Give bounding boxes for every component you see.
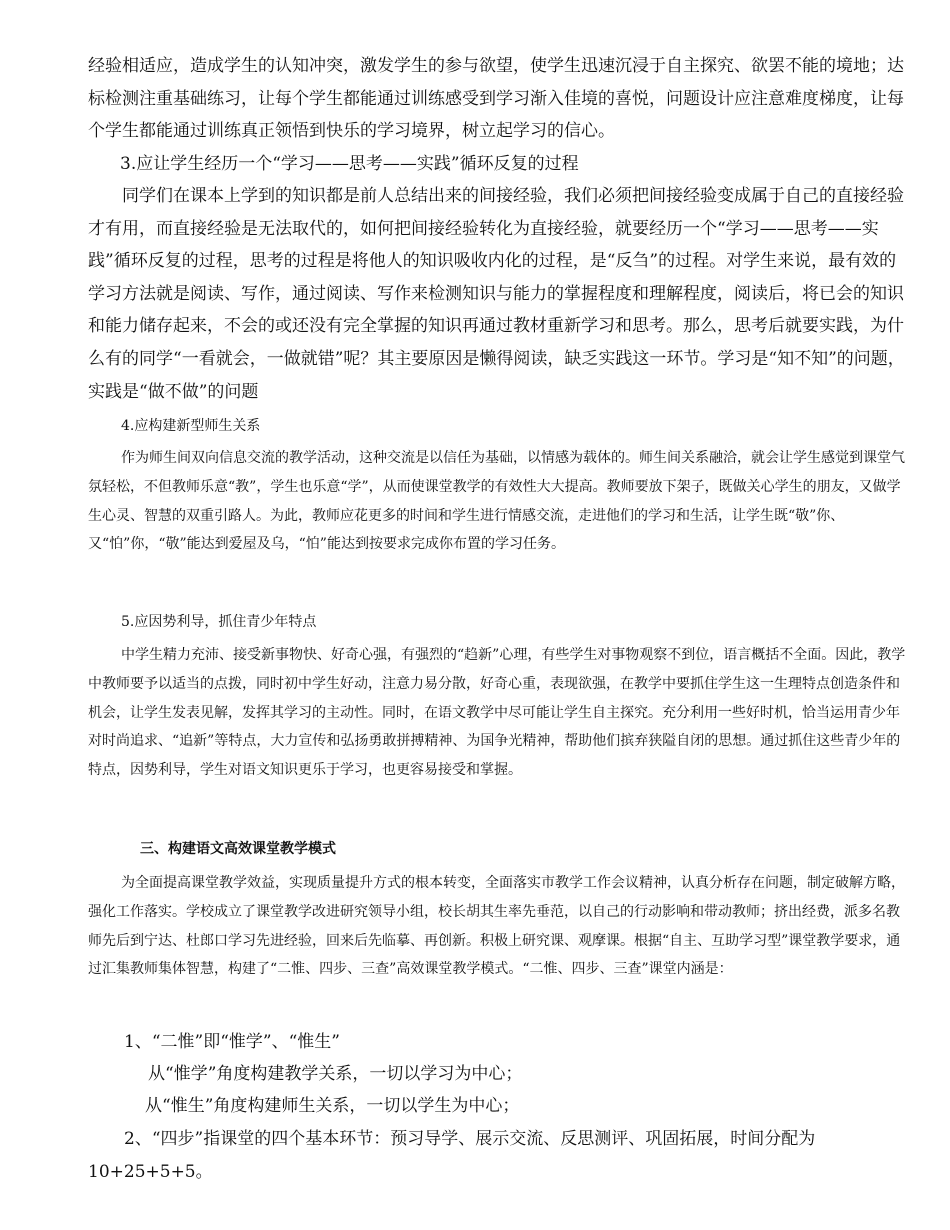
heading-point-4: 4.应构建新型师生关系 [121, 418, 261, 434]
paragraph-point-3: 同学们在课本上学到的知识都是前人总结出来的间接经验，我们必须把间接经验变成属于自己的直接经验才有用，而直接经验是无法取代的，如何把间接经验转化为直接经验，就要经历一个“学习——思考——实践”循环反复的过程，思考的过程是将他人的知识吸收内化的过程，是“反刍”的过程。对学生来说，最有效的学习方法就是阅读、写作，通过阅读、写作来检测知识与能力的掌握程度和理解程度，阅读后，将已会的知识和能力储存起来，不会的或还没有完全掌握的知识再通过教材重新学习和思考。那么，思考后就要实践，为什么有的同学“一看就会，一做就错”呢？其主要原因是懒得阅读，缺乏实践这一环节。学习是“知不知”的问题，实践是“做不做”的问题 [88, 186, 905, 402]
paragraph-point-5: 中学生精力充沛、接受新事物快、好奇心强，有强烈的“趋新”心理，有些学生对事物观察不到位，语言概括不全面。因此，教学中教师要予以适当的点拨，同时初中学生好动，注意力易分散，好奇心重，表现欲强，在教学中要抓住学生这一生理特点创造条件和机会，让学生发表见解，发挥其学习的主动性。同时，在语文教学中尽可能让学生自主探究。充分利用一些好时机，恰当运用青少年对时尚追求、“追新”等特点，大力宣传和弘扬勇敢拼搏精神、为国争光精神，帮助他们摈弃狭隘自闭的思想。通过抓住这些青少年的特点，因势利导，学生对语文知识更乐于学习，也更容易接受和掌握。 [88, 647, 906, 779]
heading-point-5: 5.应因势利导，抓住青少年特点 [121, 614, 317, 630]
list-item-1: 1、“二惟”即“惟学”、“惟生” [124, 1032, 340, 1052]
list-item-2: 2、“四步”指课堂的四个基本环节：预习导学、展示交流、反思测评、巩固拓展，时间分配为10+25+5+5。 [88, 1129, 816, 1182]
section-heading-3: 三、构建语文高效课堂教学模式 [140, 841, 336, 857]
heading-point-3: 3.应让学生经历一个“学习——思考——实践”循环反复的过程 [120, 154, 579, 174]
paragraph-section-3: 为全面提高课堂教学效益，实现质量提升方式的根本转变，全面落实市教学工作会议精神，认真分析存在问题，制定破解方略，强化工作落实。学校成立了课堂教学改进研究领导小组，校长胡其生率先垂范，以自己的行动影响和带动教师；挤出经费，派多名教师先后到宁达、杜郎口学习先进经验，回来后先临摹、再创新。积极上研究课、观摩课。根据“自主、互助学习型”课堂教学要求，通过汇集教师集体智慧，构建了“二惟、四步、三查”高效课堂教学模式。“二惟、四步、三查”课堂内涵是： [88, 875, 905, 978]
list-item-1-sub-b: 从“惟生”角度构建师生关系，一切以学生为中心； [145, 1096, 520, 1116]
list-item-1-sub-a: 从“惟学”角度构建教学关系，一切以学习为中心； [148, 1064, 523, 1084]
paragraph-point-4: 作为师生间双向信息交流的教学活动，这种交流是以信任为基础，以情感为载体的。师生间关系融洽，就会让学生感觉到课堂气氛轻松，不但教师乐意“教”，学生也乐意“学”，从而使课堂教学的有效性大大提高。教师要放下架子，既做关心学生的朋友，又做学生心灵、智慧的双重引路人。为此，教师应花更多的时间和学生进行情感交流，走进他们的学习和生活，让学生既“敬”你、又“怕”你，“敬”能达到爱屋及乌，“怕”能达到按要求完成你布置的学习任务。 [88, 450, 905, 553]
paragraph-continuation: 经验相适应，造成学生的认知冲突，激发学生的参与欲望，使学生迅速沉浸于自主探究、欲罢不能的境地；达标检测注重基础练习，让每个学生都能通过训练感受到学习渐入佳境的喜悦，问题设计应注意难度梯度，让每个学生都能通过训练真正领悟到快乐的学习境界，树立起学习的信心。 [88, 56, 904, 142]
